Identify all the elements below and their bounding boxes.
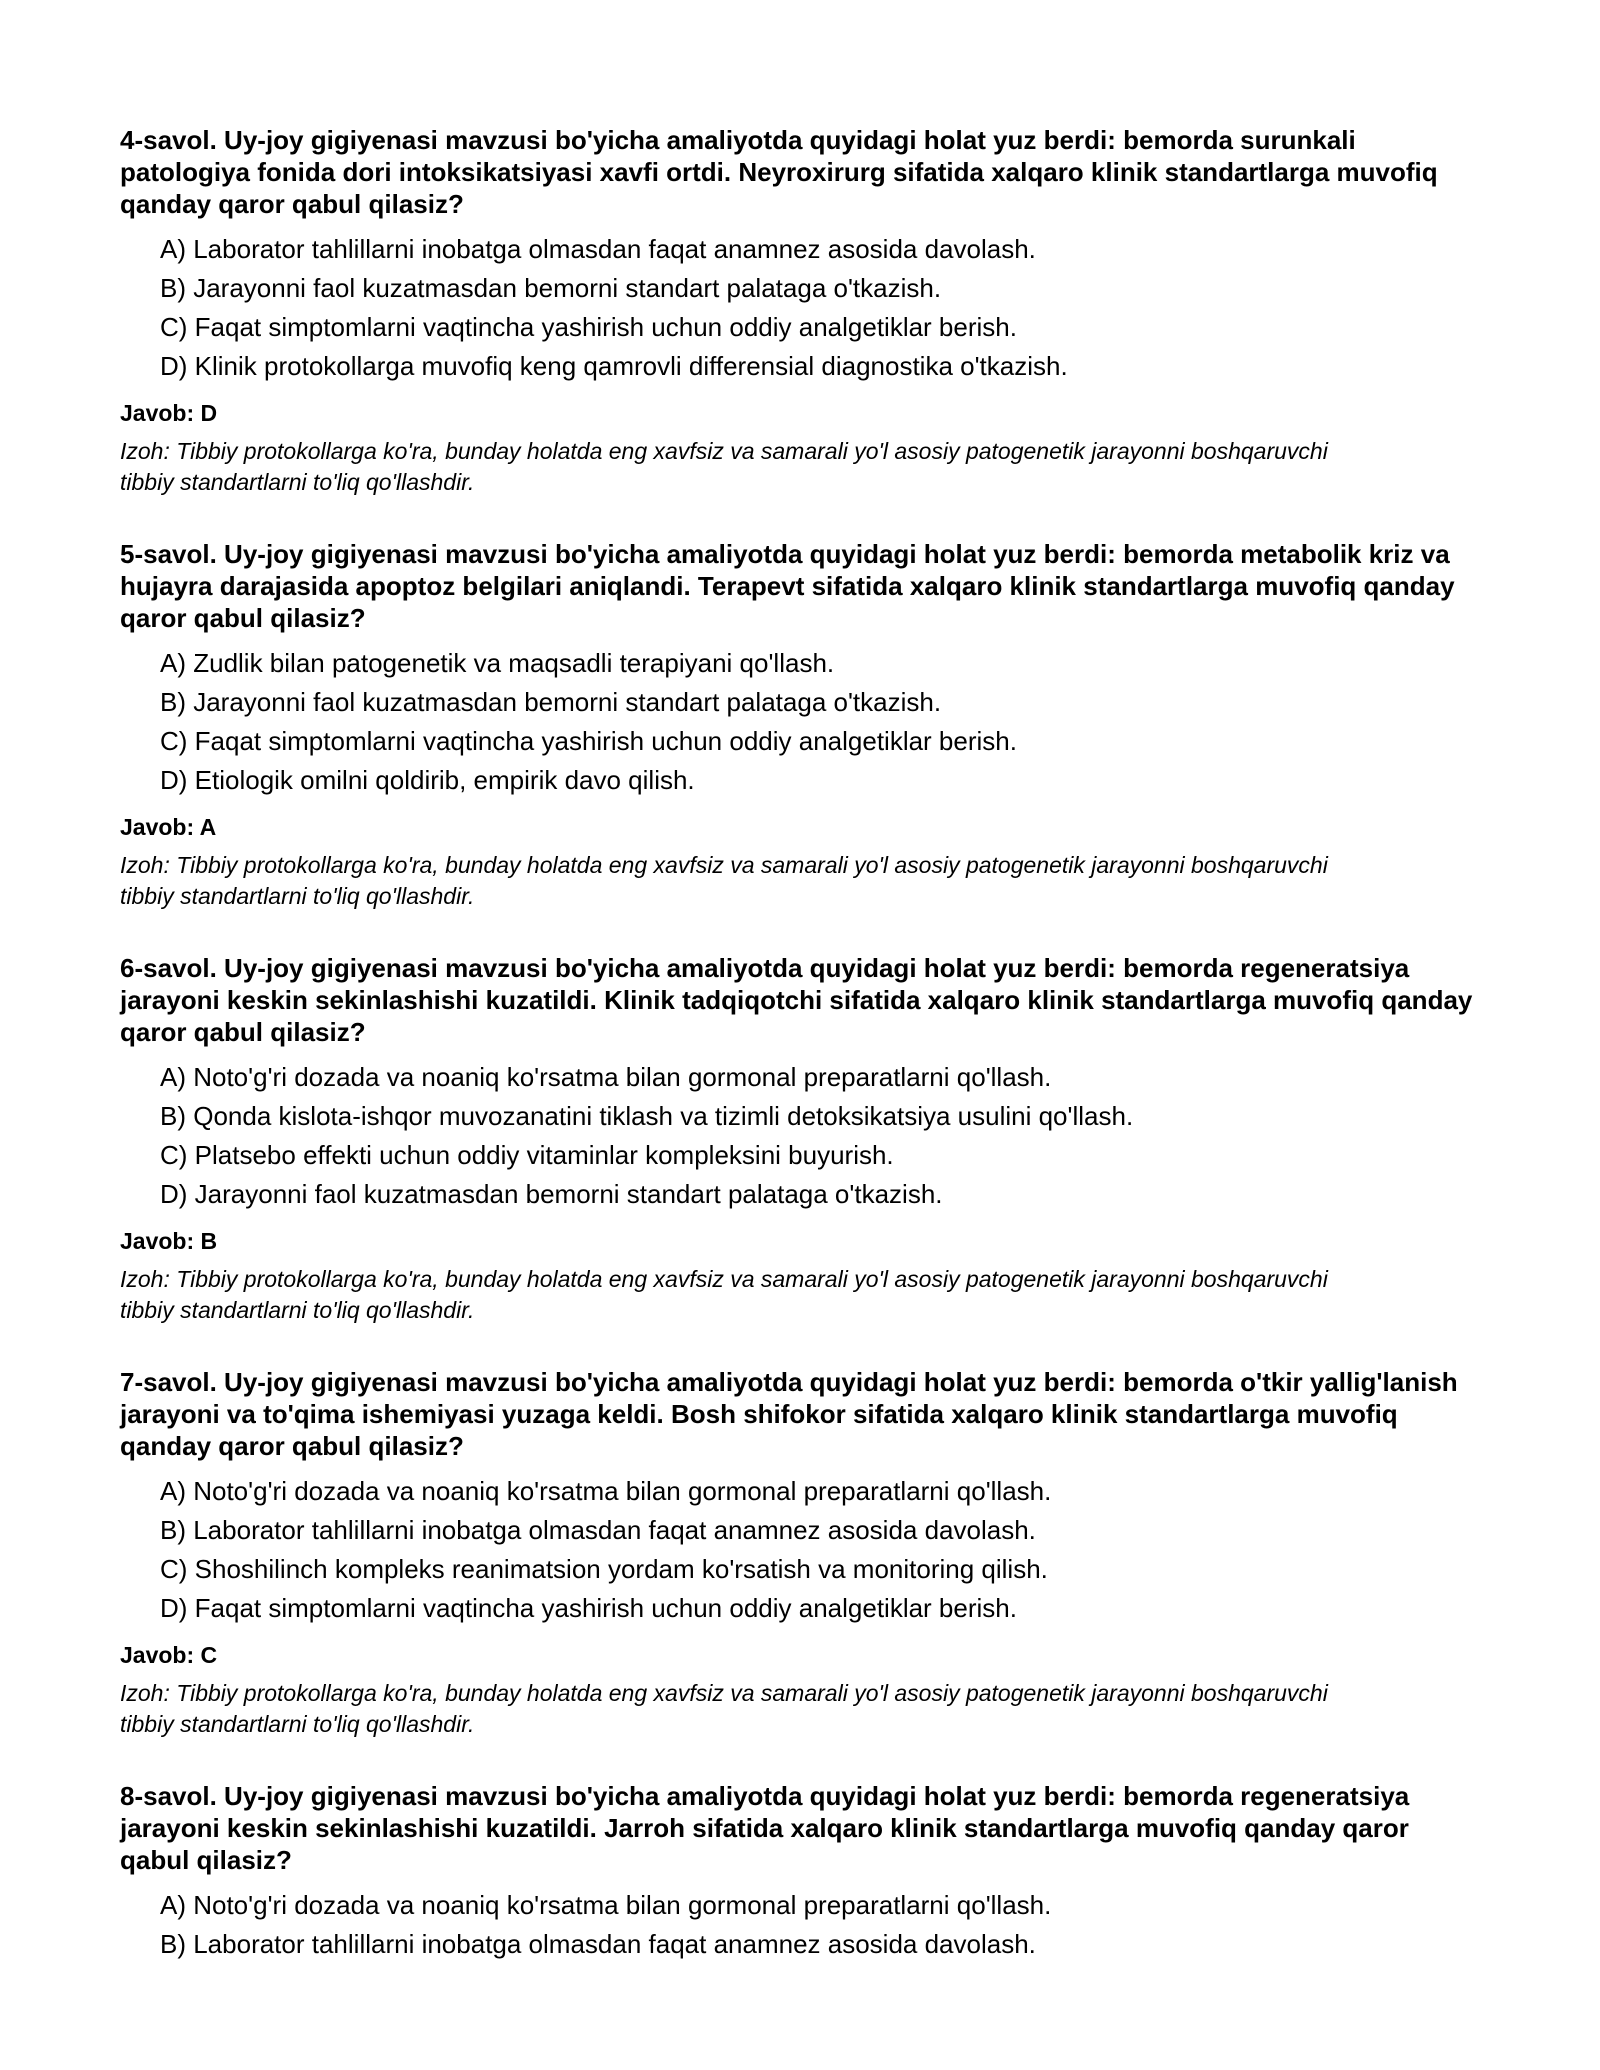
question-text: 6-savol. Uy-joy gigiyenasi mavzusi bo'yicha amaliyotda quyidagi holat yuz berdi: bemorda regeneratsiya jarayoni keskin sekinlashishi kuzatildi. Klinik tadqiqotchi sifatida xalqaro klinik standartlarga muvofiq qanday qaror qabul qilasiz?	[120, 953, 1473, 1047]
option-b: B) Laborator tahlillarni inobatga olmasdan faqat anamnez asosida davolash.	[160, 1929, 1036, 1959]
option-a: A) Zudlik bilan patogenetik va maqsadli terapiyani qo'llash.	[160, 648, 835, 678]
option-c: C) Faqat simptomlarni vaqtincha yashirish uchun oddiy analgetiklar berish.	[160, 726, 1017, 756]
question-7	[120, 1366, 1480, 1740]
option-b: B) Jarayonni faol kuzatmasdan bemorni standart palataga o'tkazish.	[160, 273, 942, 303]
answer-options	[120, 1886, 1480, 1964]
option-d: D) Klinik protokollarga muvofiq keng qamrovli differensial diagnostika o'tkazish.	[160, 351, 1068, 381]
explanation-note: Izoh: Tibbiy protokollarga ko'ra, bunday holatda eng xavfsiz va samarali yo'l asosiy patogenetik jarayonni boshqaruvchi tibbiy standartlarni to'liq qo'llashdir.	[120, 1680, 1328, 1737]
answer-options	[120, 644, 1480, 800]
question-4	[120, 124, 1480, 498]
option-b: B) Qonda kislota-ishqor muvozanatini tiklash va tizimli detoksikatsiya usulini qo'llash.	[160, 1101, 1134, 1131]
explanation-note: Izoh: Tibbiy protokollarga ko'ra, bunday holatda eng xavfsiz va samarali yo'l asosiy patogenetik jarayonni boshqaruvchi tibbiy standartlarni to'liq qo'llashdir.	[120, 852, 1328, 909]
option-b: B) Jarayonni faol kuzatmasdan bemorni standart palataga o'tkazish.	[160, 687, 942, 717]
question-text: 7-savol. Uy-joy gigiyenasi mavzusi bo'yicha amaliyotda quyidagi holat yuz berdi: bemorda o'tkir yallig'lanish jarayoni va to'qima ishemiyasi yuzaga keldi. Bosh shifokor sifatida xalqaro klinik standartlarga muvofiq qanday qaror qabul qilasiz?	[120, 1367, 1458, 1461]
answer-key: Javob: C	[120, 1642, 218, 1668]
option-a: A) Noto'g'ri dozada va noaniq ko'rsatma bilan gormonal preparatlarni qo'llash.	[160, 1890, 1052, 1920]
question-6	[120, 952, 1480, 1326]
answer-options	[120, 1058, 1480, 1214]
question-5	[120, 538, 1480, 912]
answer-options	[120, 1472, 1480, 1628]
answer-key: Javob: D	[120, 400, 218, 426]
option-d: D) Etiologik omilni qoldirib, empirik davo qilish.	[160, 765, 695, 795]
answer-key: Javob: B	[120, 1228, 218, 1254]
option-c: C) Shoshilinch kompleks reanimatsion yordam ko'rsatish va monitoring qilish.	[160, 1554, 1048, 1584]
question-text: 5-savol. Uy-joy gigiyenasi mavzusi bo'yicha amaliyotda quyidagi holat yuz berdi: bemorda metabolik kriz va hujayra darajasida apoptoz belgilari aniqlandi. Terapevt sifatida xalqaro klinik standartlarga muvofiq qanday qaror qabul qilasiz?	[120, 539, 1455, 633]
question-8	[120, 1780, 1480, 1964]
question-text: 4-savol. Uy-joy gigiyenasi mavzusi bo'yicha amaliyotda quyidagi holat yuz berdi: bemorda surunkali patologiya fonida dori intoksikatsiyasi xavfi ortdi. Neyroxirurg sifatida xalqaro klinik standartlarga muvofiq qanday qaror qabul qilasiz?	[120, 125, 1438, 219]
option-a: A) Noto'g'ri dozada va noaniq ko'rsatma bilan gormonal preparatlarni qo'llash.	[160, 1062, 1052, 1092]
question-text: 8-savol. Uy-joy gigiyenasi mavzusi bo'yicha amaliyotda quyidagi holat yuz berdi: bemorda regeneratsiya jarayoni keskin sekinlashishi kuzatildi. Jarroh sifatida xalqaro klinik standartlarga muvofiq qanday qaror qabul qilasiz?	[120, 1781, 1410, 1875]
explanation-note: Izoh: Tibbiy protokollarga ko'ra, bunday holatda eng xavfsiz va samarali yo'l asosiy patogenetik jarayonni boshqaruvchi tibbiy standartlarni to'liq qo'llashdir.	[120, 1266, 1328, 1323]
option-a: A) Laborator tahlillarni inobatga olmasdan faqat anamnez asosida davolash.	[160, 234, 1036, 264]
option-c: C) Platsebo effekti uchun oddiy vitaminlar kompleksini buyurish.	[160, 1140, 894, 1170]
answer-options	[120, 230, 1480, 386]
explanation-note: Izoh: Tibbiy protokollarga ko'ra, bunday holatda eng xavfsiz va samarali yo'l asosiy patogenetik jarayonni boshqaruvchi tibbiy standartlarni to'liq qo'llashdir.	[120, 438, 1328, 495]
option-d: D) Faqat simptomlarni vaqtincha yashirish uchun oddiy analgetiklar berish.	[160, 1593, 1017, 1623]
option-c: C) Faqat simptomlarni vaqtincha yashirish uchun oddiy analgetiklar berish.	[160, 312, 1017, 342]
option-d: D) Jarayonni faol kuzatmasdan bemorni standart palataga o'tkazish.	[160, 1179, 943, 1209]
answer-key: Javob: A	[120, 814, 217, 840]
option-b: B) Laborator tahlillarni inobatga olmasdan faqat anamnez asosida davolash.	[160, 1515, 1036, 1545]
option-a: A) Noto'g'ri dozada va noaniq ko'rsatma bilan gormonal preparatlarni qo'llash.	[160, 1476, 1052, 1506]
